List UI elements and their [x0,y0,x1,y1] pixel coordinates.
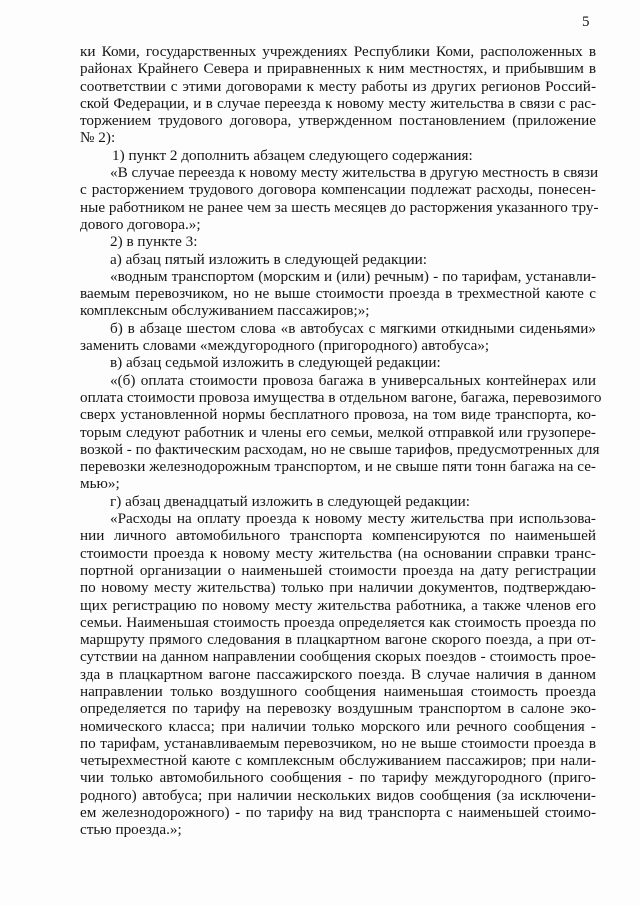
text-line: сверх установленной нормы бесплатного провоза, на том виде транспорта, ко- [80,406,596,424]
text-line: дового договора.»; [80,215,201,233]
text-line: соответствии с этими договорами к месту работы из других регионов Россий- [80,77,596,95]
text-line: нии личного автомобильного транспорта компенсируются по наименьшей [80,527,596,545]
text-line: перевозки железнодорожным транспортом, и не свыше пяти тонн багажа на се- [80,458,596,476]
text-line: № 2): [80,129,116,147]
text-line: четырехместной каюте с комплексным обслуживанием пассажиров; при нали- [80,752,596,770]
text-line: районах Крайнего Севера и приравненных к ним местностях, и прибывшим в [80,60,596,78]
text-line: по новому месту жительства) только при наличии документов, подтверждаю- [80,579,596,597]
text-line: по тарифам, устанавливаемым перевозчиком, но не выше стоимости проезда в [80,734,596,752]
text-line: «водным транспортом (морским и (или) речным) - по тарифам, устанавли- [110,267,596,285]
text-line: заменить словами «междугородного (пригородного) автобуса»; [80,337,490,355]
text-line: стоимости проезда к новому месту жительства (на основании справки транс- [80,544,596,562]
text-line: определяется по тарифу на перевозку воздушным транспортом в салоне эко- [80,700,596,718]
text-line: торым следуют работник и члены его семьи, мелкой отправкой или грузопере- [80,423,596,441]
text-line: ки Коми, государственных учреждениях Республики Коми, расположенных в [80,43,596,60]
text-line: портной организации о наименьшей стоимости проезда на дату регистрации [80,561,596,579]
text-line: комплексным обслуживанием пассажиров;»; [80,302,370,320]
text-line: возкой - по фактическим расходам, но не свыше тарифов, предусмотренных для [80,440,600,458]
text-line: чии только автомобильного сообщения - по тарифу междугородного (приго- [80,769,596,787]
text-line: б) в абзаце шестом слова «в автобусах с мягкими откидными сиденьями» [110,319,596,337]
text-line: семьи. Наименьшая стоимость проезда определяется как стоимость проезда по [80,613,596,631]
text-line: щих регистрацию по новому месту жительства работника, а также членов его [80,596,596,614]
text-line: родного) автобуса; при наличии нескольких видов сообщения (за исключени- [80,786,596,804]
text-line: ваемым перевозчиком, но не выше стоимости проезда в трехместной каюте с [80,285,596,303]
page-number: 5 [582,14,590,30]
text-line: зда в плацкартном вагоне пассажирского поезда. В случае наличия в данном [80,665,596,683]
text-line: стью проезда.»; [80,821,182,839]
document-body [80,43,602,839]
text-line: торжением трудового договора, утвержденном постановлением (приложение [80,112,596,130]
text-line: «Расходы на оплату проезда к новому месту жительства при использова- [110,510,596,528]
text-line: сутствии на данном направлении сообщения скорых поездов - стоимость прое- [80,648,596,666]
text-line: номического класса; при наличии только морского или речного сообщения - [80,717,596,735]
text-line: оплата стоимости провоза имущества в отдельном вагоне, багажа, перевозимого [80,388,602,406]
text-line: «(б) оплата стоимости провоза багажа в универсальных контейнерах или [110,371,596,389]
text-line: маршруту прямого следования в плацкартном вагоне скорого поезда, а при от- [80,631,596,649]
text-line: 1) пункт 2 дополнить абзацем следующего содержания: [112,146,473,164]
text-line: ем железнодорожного) - по тарифу на вид транспорта с наименьшей стоимо- [80,804,596,822]
text-line: мью»; [80,475,120,493]
text-line: в) абзац седьмой изложить в следующей редакции: [110,354,441,372]
text-line: «В случае переезда к новому месту жительства в другую местность в связи [110,164,599,182]
text-line: с расторжением трудового договора компенсации подлежат расходы, понесен- [80,181,596,199]
text-line: 2) в пункте 3: [110,233,198,251]
text-line: а) абзац пятый изложить в следующей редакции: [110,250,427,268]
text-line: г) абзац двенадцатый изложить в следующей редакции: [110,492,470,510]
text-line: направлении только воздушного сообщения наименьшая стоимость проезда [80,682,596,700]
text-line: ные работником не ранее чем за шесть месяцев до расторжения указанного тру- [80,198,599,216]
text-line: ской Федерации, и в случае переезда к новому месту жительства в связи с рас- [80,94,596,112]
